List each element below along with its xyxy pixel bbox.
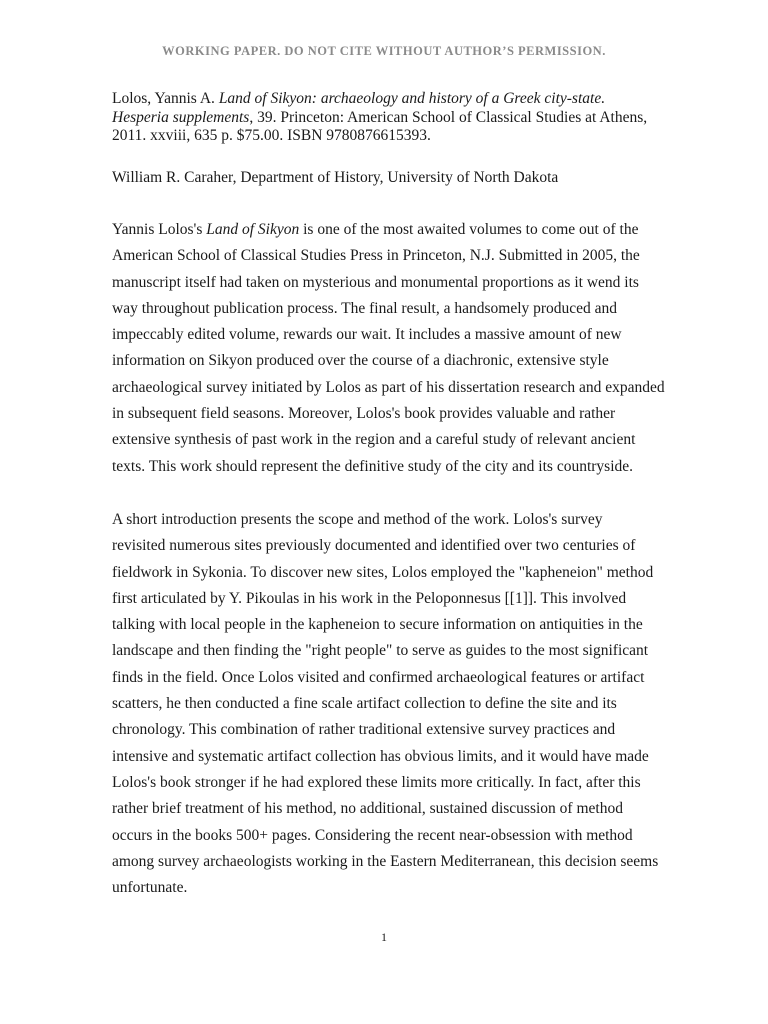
paragraph-line: fieldwork in Sykonia. To discover new sites, Lolos employed the "kapheneion" method (112, 563, 654, 581)
paragraph-line: A short introduction presents the scope and method of the work. Lolos's survey (112, 511, 603, 528)
paragraph-line: among survey archaeologists working in the Eastern Mediterranean, this decision seems (112, 852, 659, 870)
paragraph-line: archaeological survey initiated by Lolos as part of his dissertation research and expanded (112, 378, 665, 396)
paragraph-line: revisited numerous sites previously documented and identified over two centuries of (112, 537, 636, 555)
paragraph-line: in subsequent field seasons. Moreover, Lolos's book provides valuable and rather (112, 405, 616, 423)
paragraph-line: Lolos's book stronger if he had explored these limits more critically. In fact, after this (112, 773, 641, 791)
book-citation (112, 90, 660, 146)
reviewer-affiliation: William R. Caraher, Department of History, University of North Dakota (112, 169, 559, 186)
paragraph-line: scatters, he then conducted a fine scale artifact collection to define the site and its (112, 695, 617, 713)
working-paper-notice: WORKING PAPER. DO NOT CITE WITHOUT AUTHOR’S PERMISSION. (162, 44, 606, 58)
paragraph-line: texts. This work should represent the definitive study of the city and its countryside. (112, 457, 634, 475)
citation-author: Lolos, Yannis A. (112, 90, 219, 107)
paragraph-line: landscape and then finding the "right people" to serve as guides to the most significant (112, 642, 649, 660)
paragraph-line: unfortunate. (112, 879, 188, 897)
paragraph-line: way throughout publication process. The final result, a handsomely produced and (112, 299, 618, 317)
paragraph-line: first articulated by Y. Pikoulas in his work in the Peloponnesus [[1]]. This involved (112, 589, 627, 607)
paragraph-line: manuscript itself had taken on mysterious and monumental proportions as it wend its (112, 273, 639, 291)
paragraph-line: information on Sikyon produced over the course of a diachronic, extensive style (112, 352, 609, 370)
paragraph-line: chronology. This combination of rather traditional extensive survey practices and (112, 721, 616, 739)
line-text: Yannis Lolos's (112, 221, 207, 238)
page-number: 1 (381, 930, 387, 944)
book-title-italic: Land of Sikyon (206, 221, 300, 238)
body-paragraph-1 (112, 217, 665, 480)
line-text: is one of the most awaited volumes to come out of the (299, 221, 639, 238)
paragraph-line: talking with local people in the kapheneion to secure information on antiquities in the (112, 616, 643, 634)
paragraph-line: occurs in the books 500+ pages. Considering the recent near-obsession with method (112, 826, 633, 844)
citation-title: Land of Sikyon: archaeology and history of a Greek city-state. Hesperia supplements (112, 90, 606, 126)
paragraph-line: rather brief treatment of his method, no additional, sustained discussion of method (112, 800, 623, 818)
body-paragraph-2 (112, 507, 660, 901)
paragraph-line: intensive and systematic artifact collection has obvious limits, and it would have made (112, 747, 649, 765)
paragraph-line: impeccably edited volume, rewards our wait. It includes a massive amount of new (112, 326, 622, 344)
paragraph-line (112, 217, 660, 243)
paragraph-line: extensive synthesis of past work in the region and a careful study of relevant ancient (112, 431, 636, 449)
paragraph-line: finds in the field. Once Lolos visited and confirmed archaeological features or artifact (112, 668, 645, 686)
paragraph-line: American School of Classical Studies Press in Princeton, N.J. Submitted in 2005, the (112, 247, 640, 265)
citation-details: , 39. Princeton: American School of Classical Studies at Athens, 2011. xxviii, 635 p. $75.00. ISBN 9780876615393. (112, 108, 648, 144)
